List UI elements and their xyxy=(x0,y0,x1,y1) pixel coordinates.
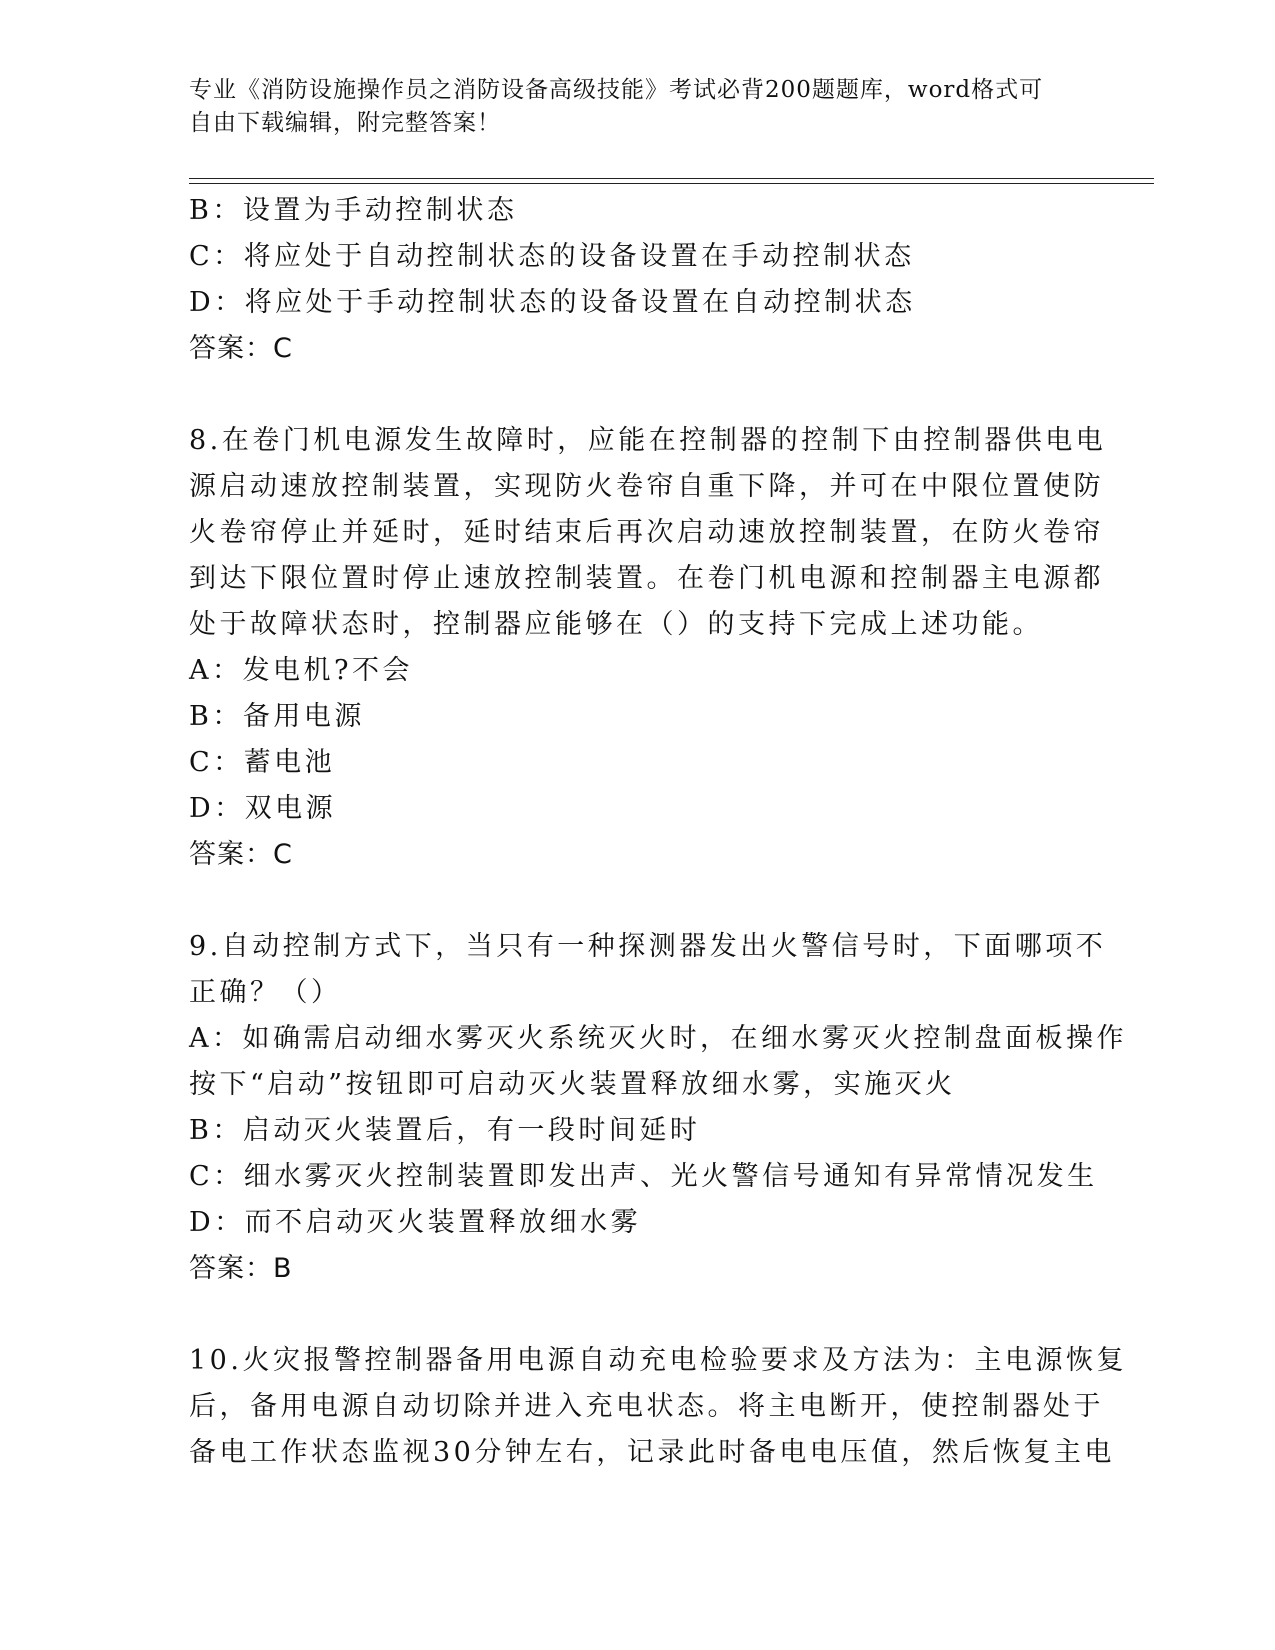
option-a: A：如确需启动细水雾灭火系统灭火时，在细水雾灭火控制盘面板操作 xyxy=(189,1023,1127,1054)
option-b: B：备用电源 xyxy=(189,701,365,732)
option-d: D：而不启动灭火装置释放细水雾 xyxy=(189,1207,642,1238)
question-10 xyxy=(189,1338,1127,1476)
spacer xyxy=(189,372,1089,418)
spacer xyxy=(189,1292,1089,1338)
header-title-line-1: 专业《消防设施操作员之消防设备高级技能》考试必背200题题库，word格式可 xyxy=(189,77,1044,103)
option-d: D：双电源 xyxy=(189,793,337,824)
question-8 xyxy=(189,418,1107,878)
question-stem-line: 源启动速放控制装置，实现防火卷帘自重下降，并可在中限位置使防 xyxy=(189,471,1104,502)
option-c: C：将应处于自动控制状态的设备设置在手动控制状态 xyxy=(189,241,915,272)
page-header xyxy=(189,74,1089,140)
header-title-line-2: 自由下载编辑，附完整答案！ xyxy=(189,110,501,136)
question-stem-line: 10.火灾报警控制器备用电源自动充电检验要求及方法为：主电源恢复 xyxy=(189,1345,1127,1376)
question-stem-line: 火卷帘停止并延时，延时结束后再次启动速放控制装置，在防火卷帘 xyxy=(189,517,1104,548)
header-divider-top xyxy=(189,178,1154,179)
answer-label: 答案：C xyxy=(189,333,293,364)
option-a-continued: 按下“启动”按钮即可启动灭火装置释放细水雾，实施灭火 xyxy=(189,1069,956,1100)
question-stem-line: 到达下限位置时停止速放控制装置。在卷门机电源和控制器主电源都 xyxy=(189,563,1104,594)
question-stem-line: 正确？（） xyxy=(189,977,342,1008)
option-b: B：设置为手动控制状态 xyxy=(189,195,518,226)
question-stem-line: 后，备用电源自动切除并进入充电状态。将主电断开，使控制器处于 xyxy=(189,1391,1104,1422)
question-stem-line: 8.在卷门机电源发生故障时，应能在控制器的控制下由控制器供电电 xyxy=(189,425,1107,456)
answer-label: 答案：B xyxy=(189,1253,293,1284)
spacer xyxy=(189,878,1089,924)
option-c: C：蓄电池 xyxy=(189,747,336,778)
question-9 xyxy=(189,924,1127,1292)
answer-label: 答案：C xyxy=(189,839,293,870)
question-content xyxy=(189,188,1127,1476)
question-stem-line: 9.自动控制方式下，当只有一种探测器发出火警信号时，下面哪项不 xyxy=(189,931,1107,962)
header-divider-bottom xyxy=(189,183,1154,184)
question-7 xyxy=(189,188,1089,372)
question-stem-line: 备电工作状态监视30分钟左右，记录此时备电电压值，然后恢复主电 xyxy=(189,1437,1115,1468)
option-c: C：细水雾灭火控制装置即发出声、光火警信号通知有异常情况发生 xyxy=(189,1161,1098,1192)
question-stem-line: 处于故障状态时，控制器应能够在（）的支持下完成上述功能。 xyxy=(189,609,1043,640)
option-a: A：发电机?不会 xyxy=(189,655,413,686)
option-d: D：将应处于手动控制状态的设备设置在自动控制状态 xyxy=(189,287,916,318)
option-b: B：启动灭火装置后，有一段时间延时 xyxy=(189,1115,701,1146)
